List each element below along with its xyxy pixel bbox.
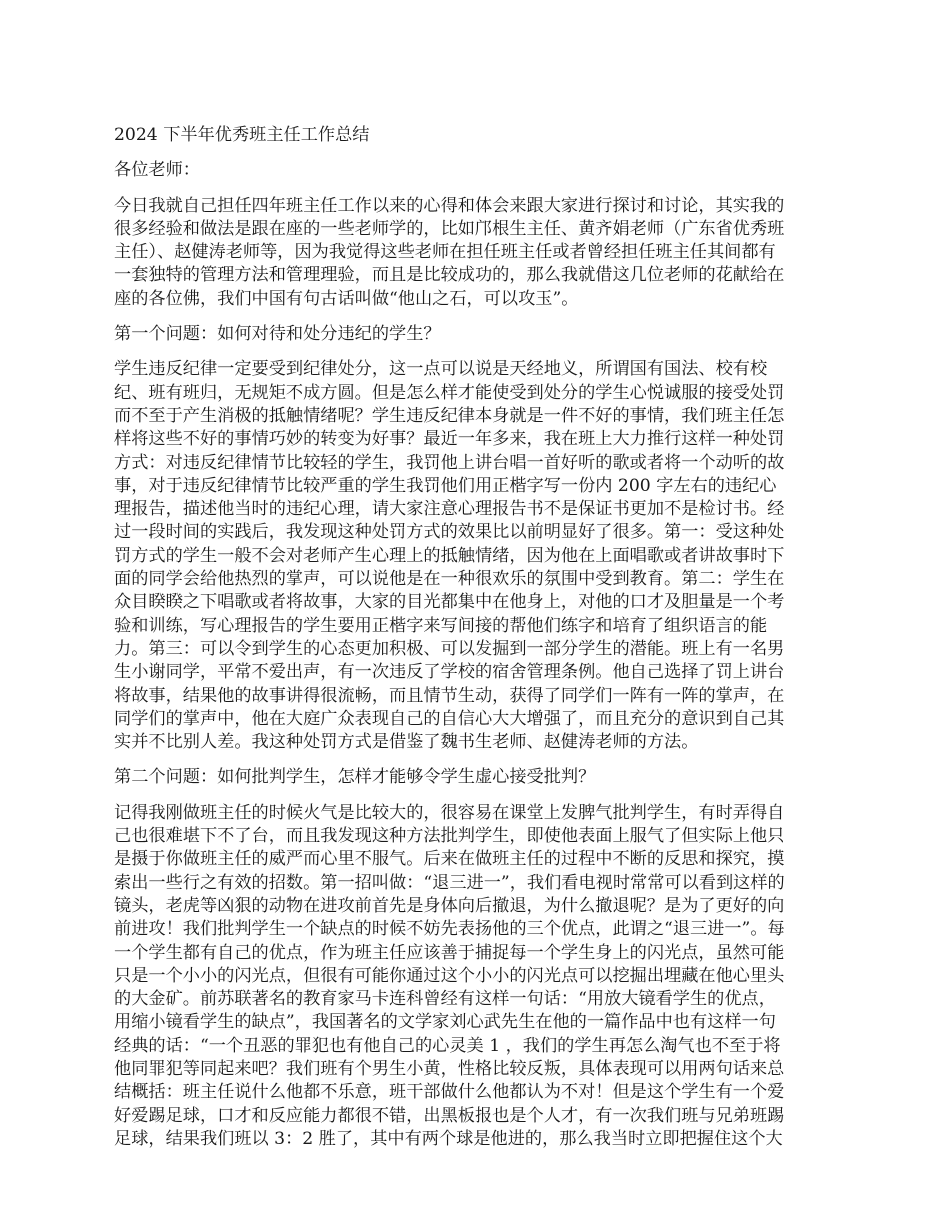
paragraph-line: 主任）、赵健涛老师等，因为我觉得这些老师在担任班主任或者曾经担任班主任其间都有 <box>114 242 776 263</box>
paragraph-line: 记得我刚做班主任的时候火气是比较大的，很容易在课堂上发脾气批判学生，有时弄得自 <box>114 802 785 823</box>
paragraph-line: 的大金矿。前苏联著名的教育家马卡连科曾经有这样一句话：“用放大镜看学生的优点， <box>114 989 776 1010</box>
paragraph-line: 而不至于产生消极的抵触情绪呢？学生违反纪律本身就是一件不好的事情，我们班主任怎 <box>114 405 785 426</box>
paragraph-line: 座的各位佛，我们中国有句古话叫做“他山之石，可以攻玉”。 <box>114 288 579 309</box>
document-title: 2024 下半年优秀班主任工作总结 <box>114 125 370 145</box>
paragraph-line: 好爱踢足球，口才和反应能力都很不错，出黑板报也是个人才，有一次我们班与兄弟班踢 <box>114 1105 785 1126</box>
paragraph-line: 众目睽睽之下唱歌或者将故事，大家的目光都集中在他身上，对他的口才及胆量是一个考 <box>114 592 785 613</box>
paragraph-line: 面的同学会给他热烈的掌声，可以说他是在一种很欢乐的氛围中受到教育。第二：学生在 <box>114 569 785 590</box>
paragraph-line: 力。第三：可以令到学生的心态更加积极、可以发掘到一部分学生的潜能。班上有一名男 <box>114 638 785 659</box>
paragraph-line: 今日我就自己担任四年班主任工作以来的心得和体会来跟大家进行探讨和讨论，其实我的 <box>114 195 785 216</box>
paragraph-line: 过一段时间的实践后，我发现这种处罚方式的效果比以前明显好了很多。第一：受这种处 <box>114 522 785 543</box>
paragraph-line: 样将这些不好的事情巧妙的转变为好事？最近一年多来，我在班上大力推行这样一种处罚 <box>114 429 785 450</box>
paragraph-line: 己也很难堪下不了台，而且我发现这种方法批判学生，即使他表面上服气了但实际上他只 <box>114 826 785 847</box>
paragraph-line: 生小谢同学，平常不爱出声，有一次违反了学校的宿舍管理条例。他自己选择了罚上讲台 <box>114 662 785 683</box>
paragraph-line: 学生违反纪律一定要受到纪律处分，这一点可以说是天经地义，所谓国有国法、校有校 <box>114 359 768 380</box>
section-heading <box>114 766 838 789</box>
paragraph-line: 足球，结果我们班以 3：2 胜了，其中有两个球是他进的，那么我当时立即把握住这个大 <box>114 1128 783 1149</box>
paragraph-line: 第二个问题：如何批判学生，怎样才能够令学生虚心接受批判？ <box>114 767 596 788</box>
paragraph-line: 只是一个小小的闪光点，但很有可能你通过这个小小的闪光点可以挖掘出埋藏在他心里头 <box>114 965 785 986</box>
paragraph-line: 结概括：班主任说什么他都不乐意，班干部做什么他都认为不对！但是这个学生有一个爱 <box>114 1082 785 1103</box>
paragraph-line: 事，对于违反纪律情节比较严重的学生我罚他们用正楷字写一份内 200 字左右的违纪心 <box>114 475 777 496</box>
paragraph-line: 方式：对违反纪律情节比较轻的学生，我罚他上讲台唱一首好听的歌或者将一个动听的故 <box>114 452 785 473</box>
document-body <box>114 195 838 1152</box>
paragraph-line: 同学们的掌声中，他在大庭广众表现自己的自信心大大增强了，而且充分的意识到自己其 <box>114 708 785 729</box>
body-paragraph <box>114 195 838 311</box>
paragraph-line: 实并不比别人差。我这种处罚方式是借鉴了魏书生老师、赵健涛老师的方法。 <box>114 732 699 753</box>
document-page <box>114 124 838 1163</box>
paragraph-line: 将故事，结果他的故事讲得很流畅，而且情节生动，获得了同学们一阵有一阵的掌声，在 <box>114 685 785 706</box>
paragraph-line: 理报告，描述他当时的违纪心理，请大家注意心理报告书不是保证书更加不是检讨书。经 <box>114 499 785 520</box>
paragraph-line: 一套独特的管理方法和管理理验，而且是比较成功的，那么我就借这几位老师的花献给在 <box>114 265 785 286</box>
paragraph-line: 是摄于你做班主任的威严而心里不服气。后来在做班主任的过程中不断的反思和探究，摸 <box>114 849 785 870</box>
paragraph-line: 纪、班有班归，无规矩不成方圆。但是怎么样才能使受到处分的学生心悦诚服的接受处罚 <box>114 382 785 403</box>
paragraph-line: 用缩小镜看学生的缺点”，我国著名的文学家刘心武先生在他的一篇作品中也有这样一句 <box>114 1012 776 1033</box>
paragraph-line: 前进攻！我们批判学生一个缺点的时候不妨先表扬他的三个优点，此谓之“退三进一”。每 <box>114 919 785 940</box>
paragraph-line: 索出一些行之有效的招数。第一招叫做：“退三进一”，我们看电视时常常可以看到这样的 <box>114 872 785 893</box>
section-heading <box>114 323 838 346</box>
paragraph-line: 罚方式的学生一般不会对老师产生心理上的抵触情绪，因为他在上面唱歌或者讲故事时下 <box>114 545 785 566</box>
paragraph-line: 很多经验和做法是跟在座的一些老师学的，比如邝根生主任、黄齐娟老师（广东省优秀班 <box>114 218 785 239</box>
body-paragraph <box>114 802 838 1151</box>
paragraph-line: 验和训练，写心理报告的学生要用正楷字来写间接的帮他们练字和培育了组织语言的能 <box>114 615 768 636</box>
greeting: 各位老师： <box>114 160 200 181</box>
paragraph-line: 镜头，老虎等凶狠的动物在进攻前首先是身体向后撤退，为什么撤退呢？是为了更好的向 <box>114 895 785 916</box>
paragraph-line: 经典的话：“一个丑恶的罪犯也有他自己的心灵美 1 ，我们的学生再怎么淘气也不至于将 <box>114 1035 781 1056</box>
paragraph-line: 一个学生都有自己的优点，作为班主任应该善于捕捉每一个学生身上的闪光点，虽然可能 <box>114 942 785 963</box>
body-paragraph <box>114 358 838 754</box>
paragraph-line: 他同罪犯等同起来吧？我们班有个男生小黄，性格比较反叛，具体表现可以用两句话来总 <box>114 1058 785 1079</box>
paragraph-line: 第一个问题：如何对待和处分违纪的学生？ <box>114 324 441 345</box>
